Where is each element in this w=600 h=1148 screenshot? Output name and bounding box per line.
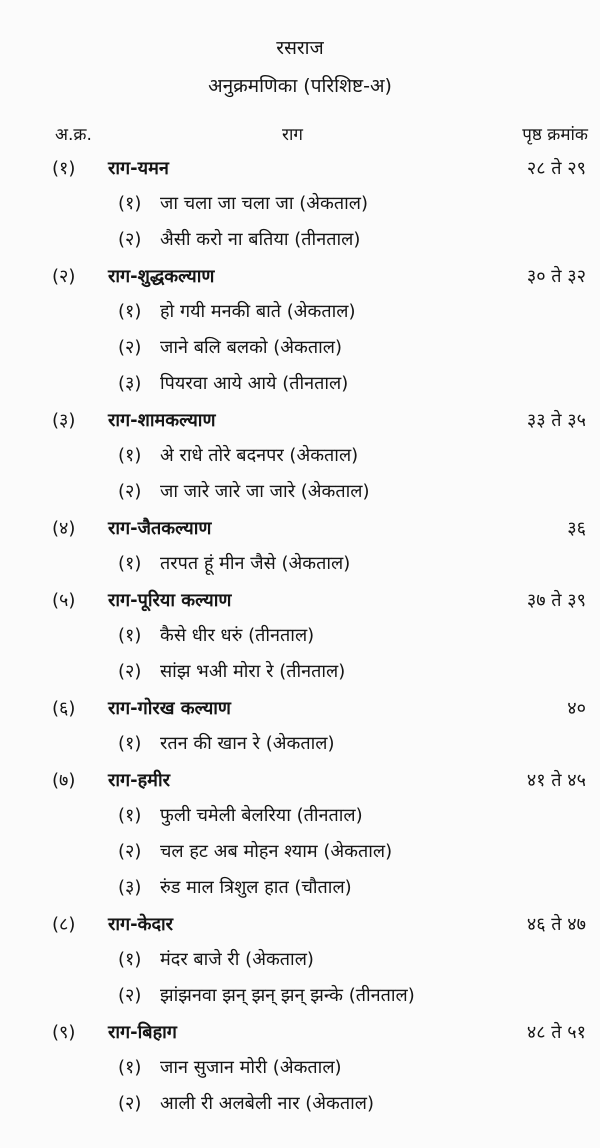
page-range: ३७ ते ३९ xyxy=(526,590,586,611)
raag-name: राग-पूरिया कल्याण xyxy=(108,590,232,611)
song-number: (१) xyxy=(118,301,142,322)
index-entries xyxy=(0,150,600,1122)
raag-number: (८) xyxy=(52,914,76,935)
page-range: ३६ xyxy=(567,518,586,539)
raag-entry xyxy=(0,510,600,546)
song-number: (२) xyxy=(118,337,142,358)
song-entry xyxy=(0,546,600,582)
song-number: (२) xyxy=(118,985,142,1006)
raag-number: (५) xyxy=(52,590,76,611)
page-range: ४१ ते ४५ xyxy=(526,770,586,791)
song-title: रुंड माल त्रिशुल हात (चौताल) xyxy=(160,877,352,898)
song-entry xyxy=(0,438,600,474)
song-title: कैसे धीर धरुं (तीनताल) xyxy=(160,625,315,646)
raag-number: (१) xyxy=(52,158,76,179)
raag-name: राग-गोरख कल्याण xyxy=(108,698,231,719)
raag-entry xyxy=(0,906,600,942)
page-range: ४० xyxy=(567,698,586,719)
song-number: (३) xyxy=(118,877,142,898)
song-entry xyxy=(0,366,600,402)
song-title: मंदर बाजे री (अेकताल) xyxy=(160,949,314,970)
song-entry xyxy=(0,870,600,906)
raag-name: राग-शामकल्याण xyxy=(108,410,216,431)
song-entry xyxy=(0,942,600,978)
raag-name: राग-यमन xyxy=(108,158,169,179)
song-entry xyxy=(0,978,600,1014)
song-number: (१) xyxy=(118,553,142,574)
song-title: आली री अलबेली नार (अेकताल) xyxy=(160,1093,375,1114)
raag-name: राग-बिहाग xyxy=(108,1022,177,1043)
book-title: रसराज xyxy=(276,37,324,59)
song-entry xyxy=(0,474,600,510)
song-title: फुली चमेली बेलरिया (तीनताल) xyxy=(160,805,363,826)
page-range: २८ ते २९ xyxy=(526,158,586,179)
song-entry xyxy=(0,654,600,690)
raag-entry xyxy=(0,258,600,294)
song-entry xyxy=(0,1086,600,1122)
song-number: (१) xyxy=(118,193,142,214)
raag-entry xyxy=(0,762,600,798)
song-entry xyxy=(0,618,600,654)
raag-name: राग-जैतकल्याण xyxy=(108,518,212,539)
song-number: (१) xyxy=(118,1057,142,1078)
song-number: (१) xyxy=(118,805,142,826)
raag-entry xyxy=(0,582,600,618)
song-title: सांझ भअी मोरा रे (तीनताल) xyxy=(160,661,346,682)
song-title: अे राधे तोरे बदनपर (अेकताल) xyxy=(160,445,359,466)
raag-number: (४) xyxy=(52,518,76,539)
song-title: रतन की खान रे (अेकताल) xyxy=(160,733,335,754)
raag-number: (९) xyxy=(52,1022,76,1043)
song-number: (२) xyxy=(118,841,142,862)
song-number: (१) xyxy=(118,949,142,970)
raag-number: (७) xyxy=(52,770,76,791)
raag-entry xyxy=(0,690,600,726)
raag-number: (६) xyxy=(52,698,76,719)
song-entry xyxy=(0,330,600,366)
column-header-serial: अ.क्र. xyxy=(55,125,92,145)
song-entry xyxy=(0,726,600,762)
song-number: (१) xyxy=(118,445,142,466)
raag-number: (३) xyxy=(52,410,76,431)
song-entry xyxy=(0,1050,600,1086)
song-entry xyxy=(0,294,600,330)
raag-entry xyxy=(0,1014,600,1050)
song-title: जा चला जा चला जा (अेकताल) xyxy=(160,193,369,214)
song-title: झांझनवा झन् झन् झन् झन्के (तीनताल) xyxy=(160,985,415,1006)
song-title: जा जारे जारे जा जारे (अेकताल) xyxy=(160,481,370,502)
page-range: ४६ ते ४७ xyxy=(526,914,586,935)
song-title: जान सुजान मोरी (अेकताल) xyxy=(160,1057,342,1078)
song-entry xyxy=(0,798,600,834)
song-entry xyxy=(0,186,600,222)
song-entry xyxy=(0,222,600,258)
song-number: (१) xyxy=(118,733,142,754)
song-title: चल हट अब मोहन श्याम (अेकताल) xyxy=(160,841,393,862)
song-title: जाने बलि बलको (अेकताल) xyxy=(160,337,343,358)
page-range: ३३ ते ३५ xyxy=(526,410,586,431)
raag-entry xyxy=(0,150,600,186)
song-title: पियरवा आये आये (तीनताल) xyxy=(160,373,349,394)
song-number: (१) xyxy=(118,625,142,646)
raag-name: राग-केदार xyxy=(108,914,174,935)
page-range: ४८ ते ५१ xyxy=(526,1022,586,1043)
raag-entry xyxy=(0,402,600,438)
raag-name: राग-हमीर xyxy=(108,770,170,791)
song-number: (२) xyxy=(118,481,142,502)
page-range: ३० ते ३२ xyxy=(526,266,586,287)
song-number: (२) xyxy=(118,229,142,250)
song-number: (३) xyxy=(118,373,142,394)
song-title: हो गयी मनकी बाते (अेकताल) xyxy=(160,301,356,322)
song-number: (२) xyxy=(118,1093,142,1114)
raag-name: राग-शुद्धकल्याण xyxy=(108,266,215,287)
song-title: अैसी करो ना बतिया (तीनताल) xyxy=(160,229,361,250)
index-heading: अनुक्रमणिका (परिशिष्ट-अ) xyxy=(208,75,392,97)
column-header-page: पृष्ठ क्रमांक xyxy=(522,125,588,145)
song-entry xyxy=(0,834,600,870)
raag-number: (२) xyxy=(52,266,76,287)
song-title: तरपत हूं मीन जैसे (अेकताल) xyxy=(160,553,351,574)
column-header-raag: राग xyxy=(282,125,303,145)
song-number: (२) xyxy=(118,661,142,682)
